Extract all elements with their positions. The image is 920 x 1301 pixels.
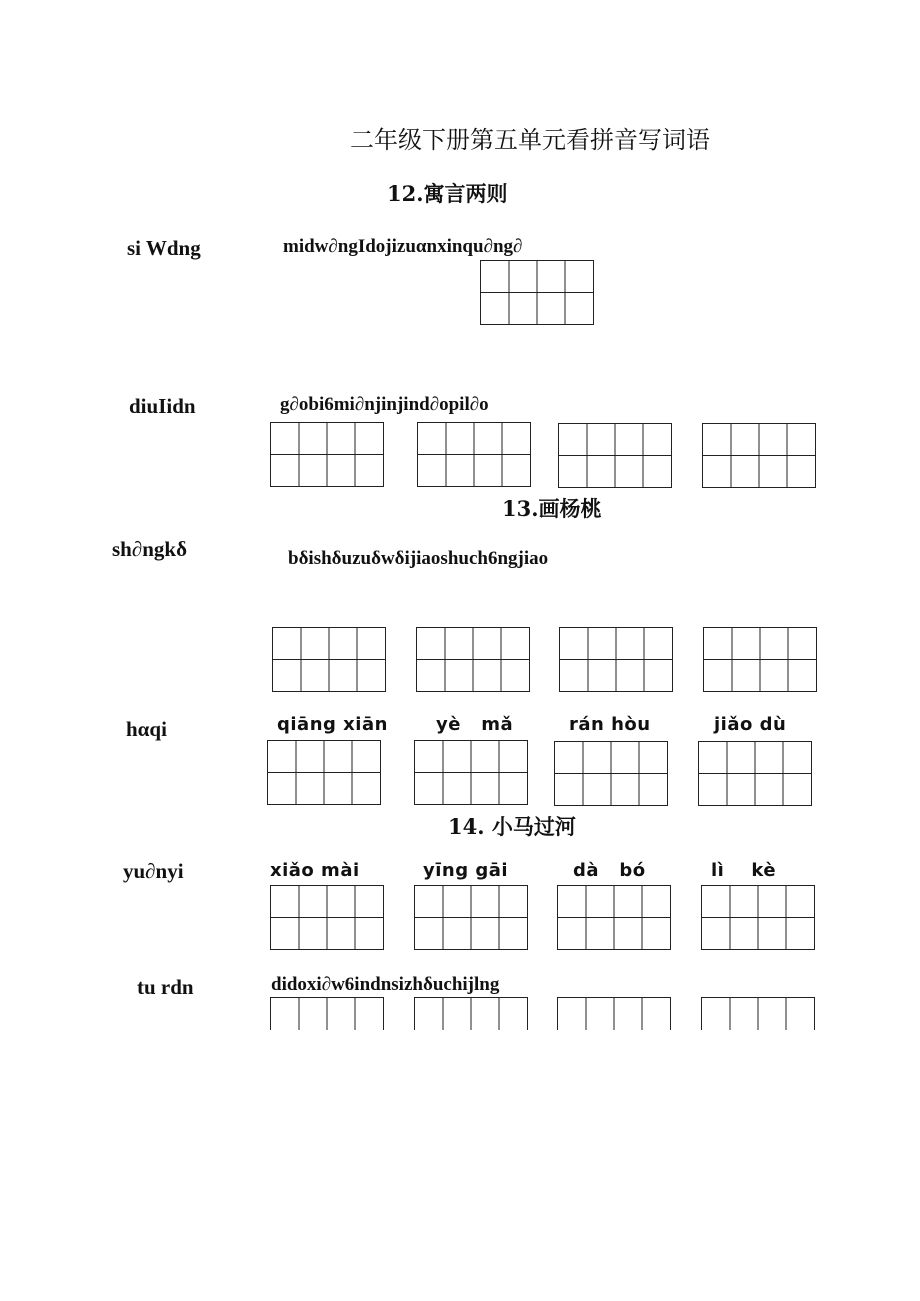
row1-pinyin: midw∂ngIdojizuαnxinqu∂ng∂ — [283, 236, 523, 257]
writing-grid[interactable] — [270, 997, 384, 1030]
writing-grid[interactable] — [559, 627, 673, 692]
writing-grid[interactable] — [698, 741, 812, 806]
writing-grid[interactable] — [272, 627, 386, 692]
writing-grid[interactable] — [270, 422, 384, 487]
writing-grid[interactable] — [270, 885, 384, 950]
lesson-13-heading: 13.画杨桃 — [502, 496, 602, 521]
row5-word-3: dà bó — [573, 860, 646, 881]
writing-grid[interactable] — [414, 997, 528, 1030]
writing-grid[interactable] — [416, 627, 530, 692]
row5-word-1: xiǎo mài — [270, 860, 360, 881]
writing-grid[interactable] — [701, 997, 815, 1030]
row4-word-3: rán hòu — [569, 714, 651, 735]
writing-grid[interactable] — [417, 422, 531, 487]
writing-grid[interactable] — [554, 741, 668, 806]
writing-grid[interactable] — [414, 740, 528, 805]
writing-grid[interactable] — [267, 740, 381, 805]
row2-pinyin: g∂obi6mi∂njinjind∂opil∂o — [280, 394, 489, 415]
writing-grid[interactable] — [557, 997, 671, 1030]
row2-label: diuIidn — [129, 394, 196, 418]
row5-word-2: yīng gāi — [423, 860, 509, 881]
lesson-12-heading: 12.寓言两则 — [387, 181, 508, 206]
row4-word-4: jiǎo dù — [714, 714, 787, 735]
page-title: 二年级下册第五单元看拼音写词语 — [350, 126, 710, 154]
writing-grid[interactable] — [414, 885, 528, 950]
writing-grid[interactable] — [557, 885, 671, 950]
writing-grid[interactable] — [701, 885, 815, 950]
row3-pinyin: bδishδuzuδwδijiaoshuch6ngjiao — [288, 548, 549, 569]
row1-label: si Wdng — [127, 236, 201, 260]
row3-label: sh∂ngkδ — [112, 537, 187, 561]
row5-word-4: lì kè — [711, 860, 777, 881]
row6-label: tu rdn — [137, 975, 194, 999]
writing-grid[interactable] — [703, 627, 817, 692]
writing-grid[interactable] — [558, 423, 672, 488]
lesson-14-heading: 14. 小马过河 — [448, 814, 576, 839]
row5-label: yu∂nyi — [123, 859, 184, 883]
row4-word-2: yè mǎ — [436, 714, 514, 735]
row4-word-1: qiāng xiān — [277, 714, 388, 735]
row4-label: hαqi — [126, 717, 167, 741]
row6-pinyin: didoxi∂w6indnsizhδuchijlng — [271, 974, 500, 995]
writing-grid[interactable] — [702, 423, 816, 488]
writing-grid[interactable] — [480, 260, 594, 325]
